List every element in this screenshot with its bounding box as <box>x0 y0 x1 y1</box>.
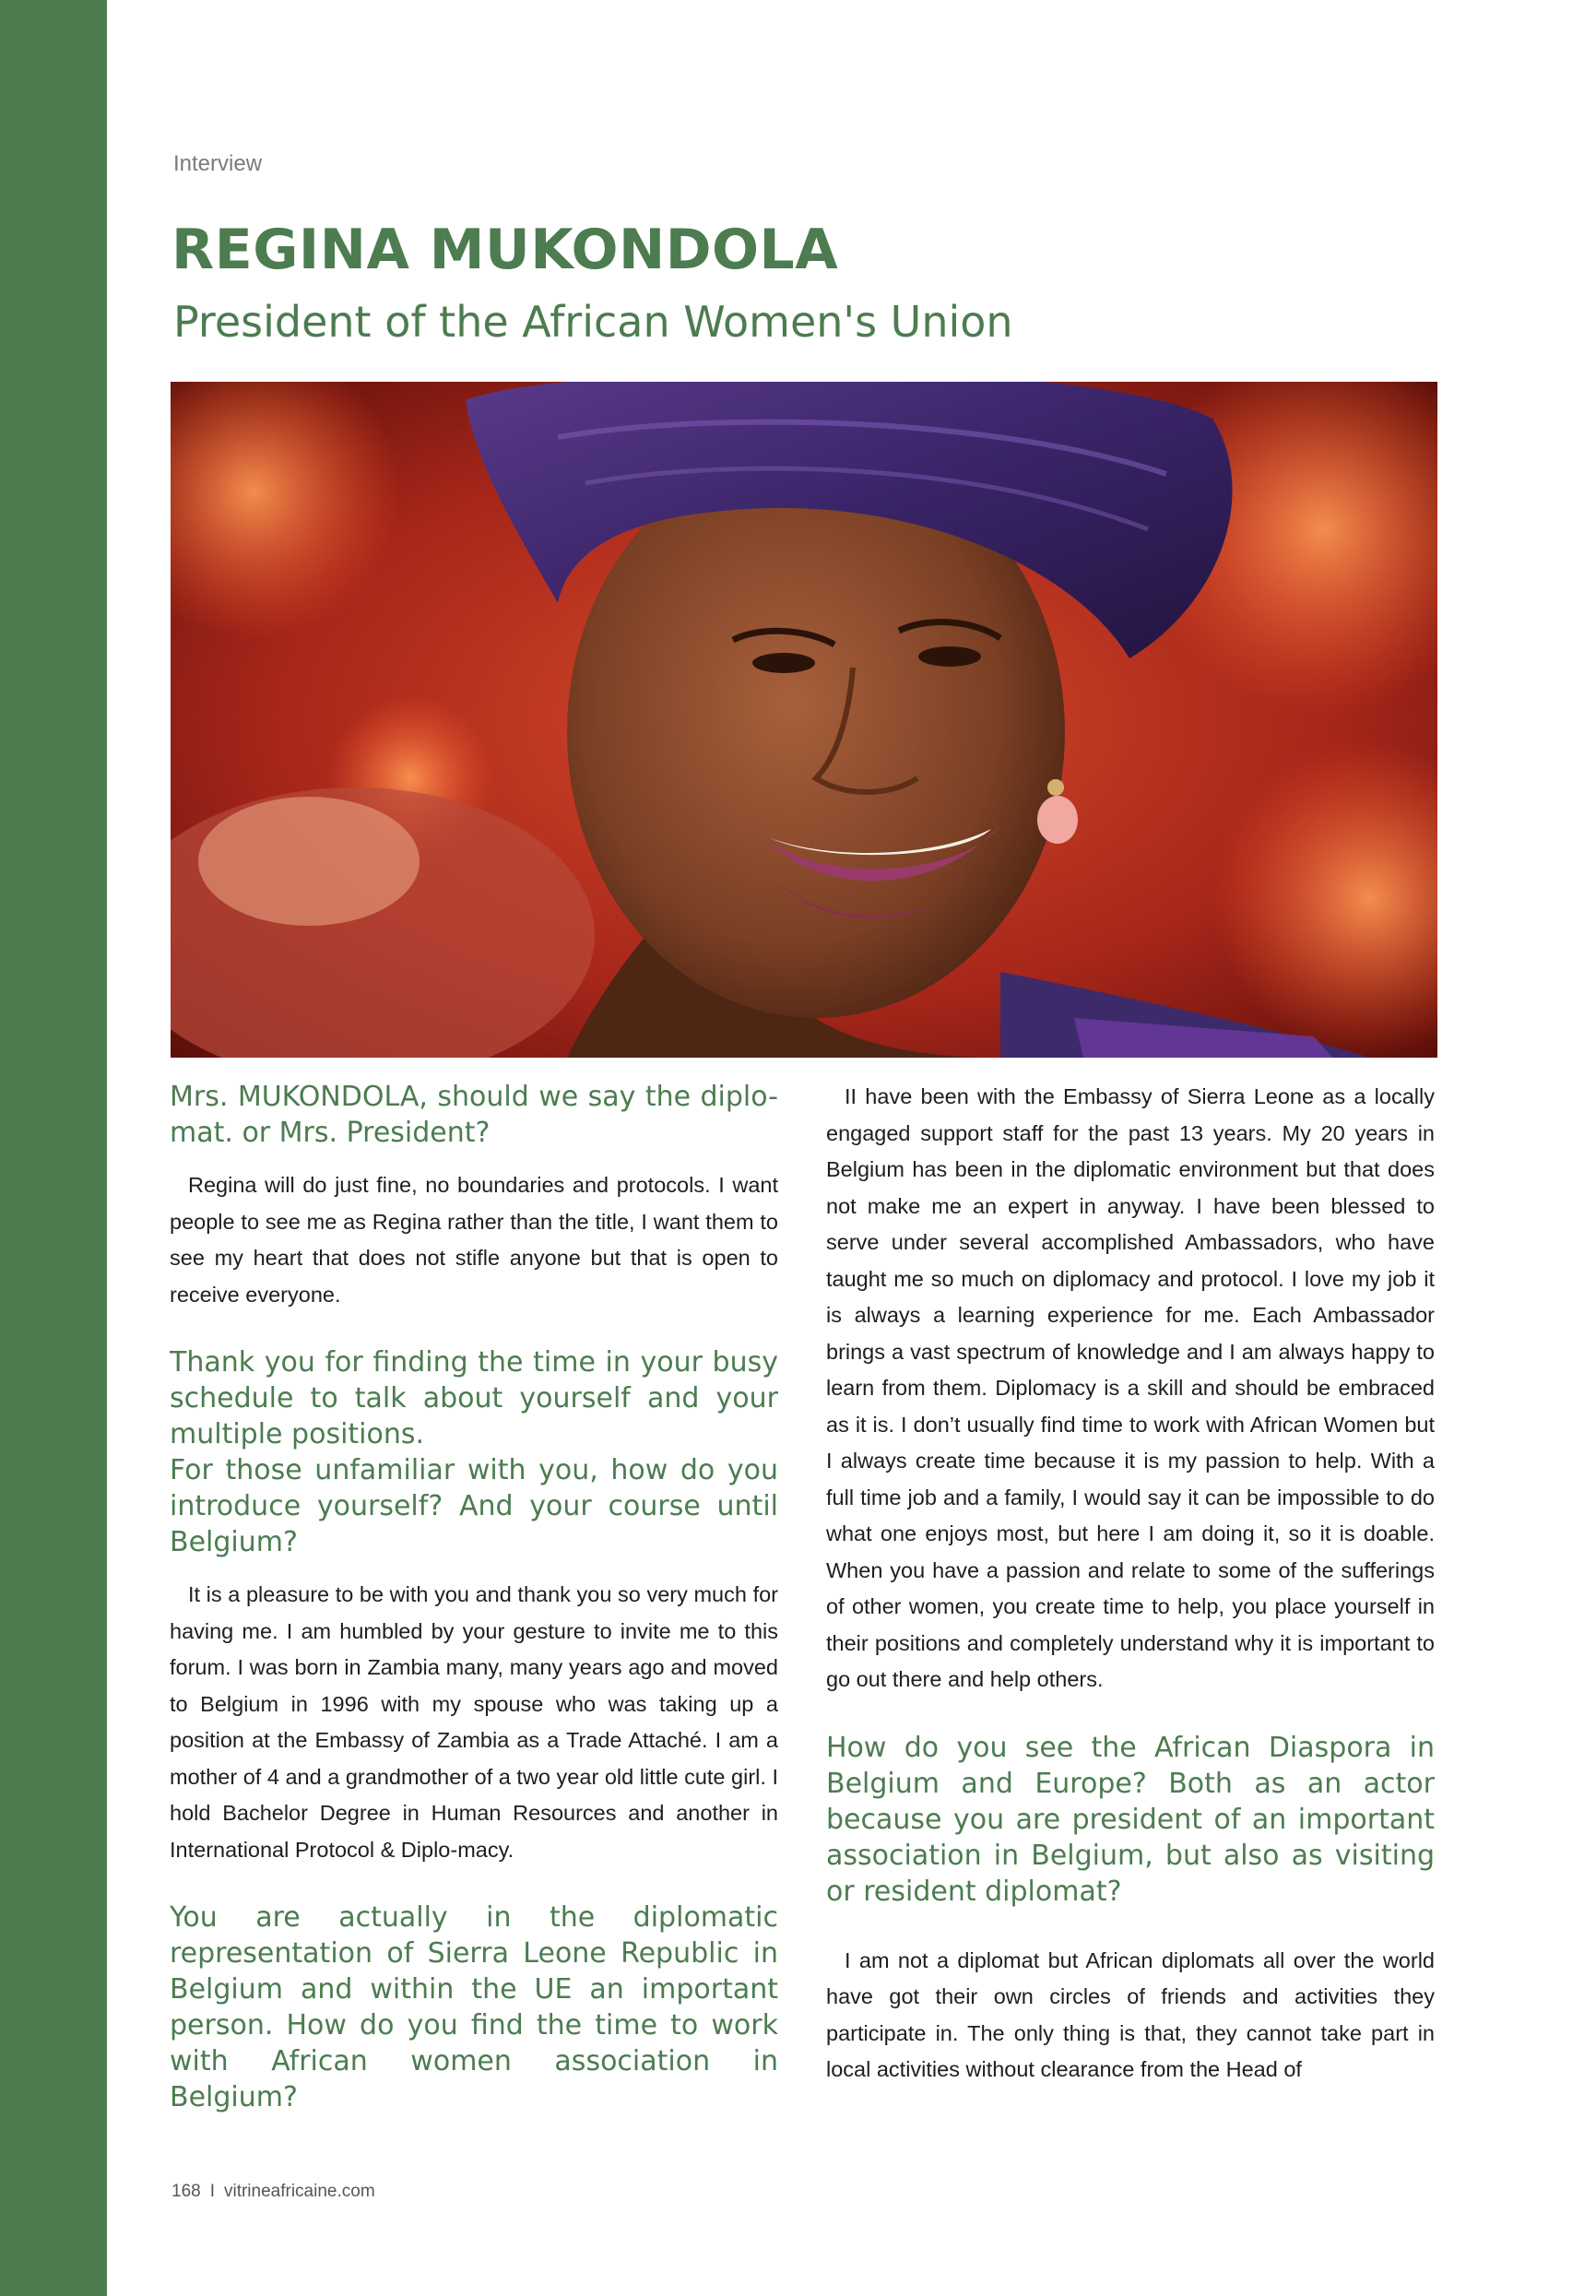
question-1: Mrs. MUKONDOLA, should we say the diplo-mat. or Mrs. President? <box>170 1081 778 1149</box>
page-footer <box>171 2182 375 2202</box>
green-sidebar <box>0 0 107 2296</box>
website-link[interactable]: vitrineafricaine.com <box>223 2182 375 2201</box>
footer-separator: I <box>209 2182 215 2201</box>
answer-2: It is a pleasure to be with you and thank you so very much for having me. I am humbled by your gesture to invite me to this forum. I was born in Zambia many, many years ago and moved to Belgium in 1996 with my spouse who was taking up a position at the Embassy of Zambia as a Trade Attaché. I am a mother of 4 and a grandmother of a two year old little cute girl. I hold Bachelor Degree in Human Resources and another in International Protocol & Diplo-macy. <box>170 1582 778 1862</box>
right-column <box>826 1079 1435 2089</box>
left-column <box>170 1079 778 2132</box>
question-2: For those unfamiliar with you, how do you introduce yourself? And your course until Belgium? <box>170 1454 778 1558</box>
answer-4: I am not a diplomat but African diplomats all over the world have got their own circles of friends and activities they participate in. The only thing is that, they cannot take part in local activities without clearance from the Head of <box>826 1947 1435 2081</box>
question-4: How do you see the African Diaspora in Belgium and Europe? Both as an actor because you are president of an important association in Belgium, but also as visiting or resident diplomat? <box>826 1731 1435 1908</box>
answer-3: II have been with the Embassy of Sierra Leone as a locally engaged support staff for the past 13 years. My 20 years in Belgium has been in the diplomatic environment but that does not make me an expert in anyway. I have been blessed to serve under several accomplished Ambassadors, who have taught me so much on diplomacy and protocol. I love my job it is always a learning experience for me. Each Ambassador brings a vast spectrum of knowledge and I am always happy to learn from them. Diplomacy is a skill and should be embraced as it is. I don’t usually find time to work with African Women but I always create time because it is my passion to help. With a full time job and a family, I would say it can be impossible to do what one enjoys most, but here I am doing it, so it is doable. When you have a passion and relate to some of the sufferings of other women, you create time to help, you place yourself in their positions and completely understand why it is important to go out there and help others. <box>826 1084 1435 1691</box>
section-label: Interview <box>173 151 263 176</box>
page-number: 168 <box>171 2182 201 2201</box>
answer-1: Regina will do just fine, no boundaries and protocols. I want people to see me as Regina rather than the title, I want them to see my heart that does not stifle anyone but that is open to receive everyone. <box>170 1173 778 1307</box>
portrait-illustration <box>171 382 1437 1058</box>
portrait-photo <box>171 382 1437 1058</box>
question-2-intro: Thank you for finding the time in your busy schedule to talk about yourself and your multiple positions. <box>170 1346 778 1450</box>
question-3: You are actually in the diplomatic representation of Sierra Leone Republic in Belgium and within the UE an important person. How do you find the time to work with African women association in Belgium? <box>170 1901 778 2113</box>
interviewee-name: REGINA MUKONDOLA <box>171 218 839 282</box>
interviewee-subtitle: President of the African Women's Union <box>173 297 1013 347</box>
